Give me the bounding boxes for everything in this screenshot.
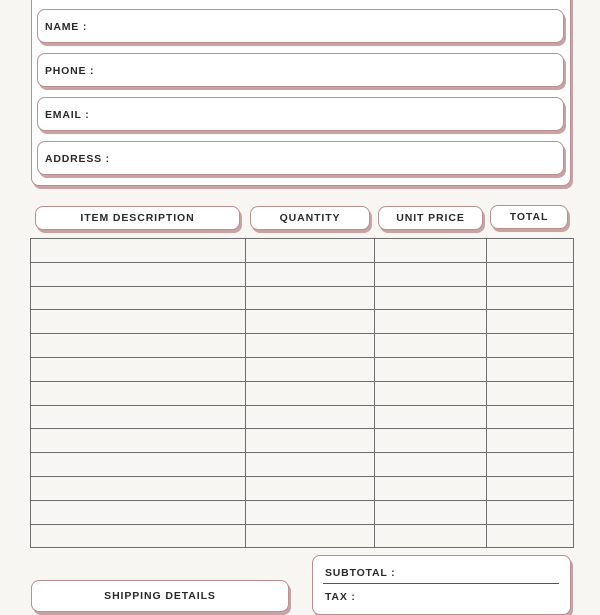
name-field[interactable] bbox=[37, 9, 564, 43]
table-cell[interactable] bbox=[375, 381, 487, 405]
email-field[interactable] bbox=[37, 97, 564, 131]
table-cell[interactable] bbox=[246, 334, 375, 358]
table-cell[interactable] bbox=[31, 429, 246, 453]
summary-panel bbox=[312, 555, 571, 615]
column-header-total: TOTAL bbox=[490, 205, 568, 229]
column-header-quantity: QUANTITY bbox=[250, 206, 370, 230]
subtotal-divider bbox=[323, 583, 559, 584]
table-row bbox=[31, 286, 574, 310]
table-cell[interactable] bbox=[246, 429, 375, 453]
table-cell[interactable] bbox=[31, 334, 246, 358]
table-row bbox=[31, 310, 574, 334]
table-cell[interactable] bbox=[487, 239, 574, 263]
table-row bbox=[31, 476, 574, 500]
table-cell[interactable] bbox=[246, 524, 375, 548]
table-cell[interactable] bbox=[487, 310, 574, 334]
table-cell[interactable] bbox=[246, 262, 375, 286]
address-field[interactable] bbox=[37, 141, 564, 175]
table-cell[interactable] bbox=[487, 381, 574, 405]
table-cell[interactable] bbox=[375, 286, 487, 310]
table-row bbox=[31, 334, 574, 358]
address-label: ADDRESS : bbox=[45, 153, 110, 165]
table-cell[interactable] bbox=[375, 239, 487, 263]
shipping-details-header: SHIPPING DETAILS bbox=[31, 580, 289, 612]
table-row bbox=[31, 453, 574, 477]
table-cell[interactable] bbox=[375, 357, 487, 381]
table-cell[interactable] bbox=[246, 405, 375, 429]
table-cell[interactable] bbox=[487, 357, 574, 381]
table-cell[interactable] bbox=[375, 405, 487, 429]
tax-label: TAX : bbox=[325, 591, 356, 603]
table-cell[interactable] bbox=[31, 286, 246, 310]
table-cell[interactable] bbox=[246, 239, 375, 263]
table-cell[interactable] bbox=[31, 524, 246, 548]
table-row bbox=[31, 429, 574, 453]
table-cell[interactable] bbox=[375, 429, 487, 453]
table-cell[interactable] bbox=[375, 310, 487, 334]
subtotal-label: SUBTOTAL : bbox=[325, 567, 396, 579]
table-row bbox=[31, 357, 574, 381]
table-cell[interactable] bbox=[487, 500, 574, 524]
table-cell[interactable] bbox=[31, 381, 246, 405]
table-cell[interactable] bbox=[375, 262, 487, 286]
table-cell[interactable] bbox=[375, 476, 487, 500]
table-row bbox=[31, 500, 574, 524]
table-cell[interactable] bbox=[487, 262, 574, 286]
table-cell[interactable] bbox=[487, 286, 574, 310]
table-cell[interactable] bbox=[246, 357, 375, 381]
table-row bbox=[31, 405, 574, 429]
table-cell[interactable] bbox=[487, 405, 574, 429]
phone-field[interactable] bbox=[37, 53, 564, 87]
table-cell[interactable] bbox=[246, 381, 375, 405]
table-cell[interactable] bbox=[31, 405, 246, 429]
table-cell[interactable] bbox=[375, 524, 487, 548]
table-row bbox=[31, 524, 574, 548]
table-row bbox=[31, 262, 574, 286]
table-row bbox=[31, 239, 574, 263]
table-cell[interactable] bbox=[246, 476, 375, 500]
table-cell[interactable] bbox=[375, 500, 487, 524]
table-cell[interactable] bbox=[246, 453, 375, 477]
phone-label: PHONE : bbox=[45, 65, 95, 77]
items-table bbox=[30, 238, 574, 548]
table-cell[interactable] bbox=[246, 500, 375, 524]
column-header-item-description: ITEM DESCRIPTION bbox=[35, 206, 240, 230]
table-cell[interactable] bbox=[487, 524, 574, 548]
name-label: NAME : bbox=[45, 21, 88, 33]
table-cell[interactable] bbox=[487, 334, 574, 358]
table-cell[interactable] bbox=[375, 334, 487, 358]
email-label: EMAIL : bbox=[45, 109, 90, 121]
table-cell[interactable] bbox=[246, 310, 375, 334]
table-cell[interactable] bbox=[31, 453, 246, 477]
table-cell[interactable] bbox=[375, 453, 487, 477]
table-row bbox=[31, 381, 574, 405]
table-cell[interactable] bbox=[31, 239, 246, 263]
table-cell[interactable] bbox=[31, 357, 246, 381]
table-cell[interactable] bbox=[31, 476, 246, 500]
table-cell[interactable] bbox=[487, 429, 574, 453]
table-cell[interactable] bbox=[487, 453, 574, 477]
table-cell[interactable] bbox=[31, 500, 246, 524]
table-cell[interactable] bbox=[31, 310, 246, 334]
table-cell[interactable] bbox=[487, 476, 574, 500]
table-cell[interactable] bbox=[246, 286, 375, 310]
column-header-unit-price: UNIT PRICE bbox=[378, 206, 483, 230]
table-cell[interactable] bbox=[31, 262, 246, 286]
